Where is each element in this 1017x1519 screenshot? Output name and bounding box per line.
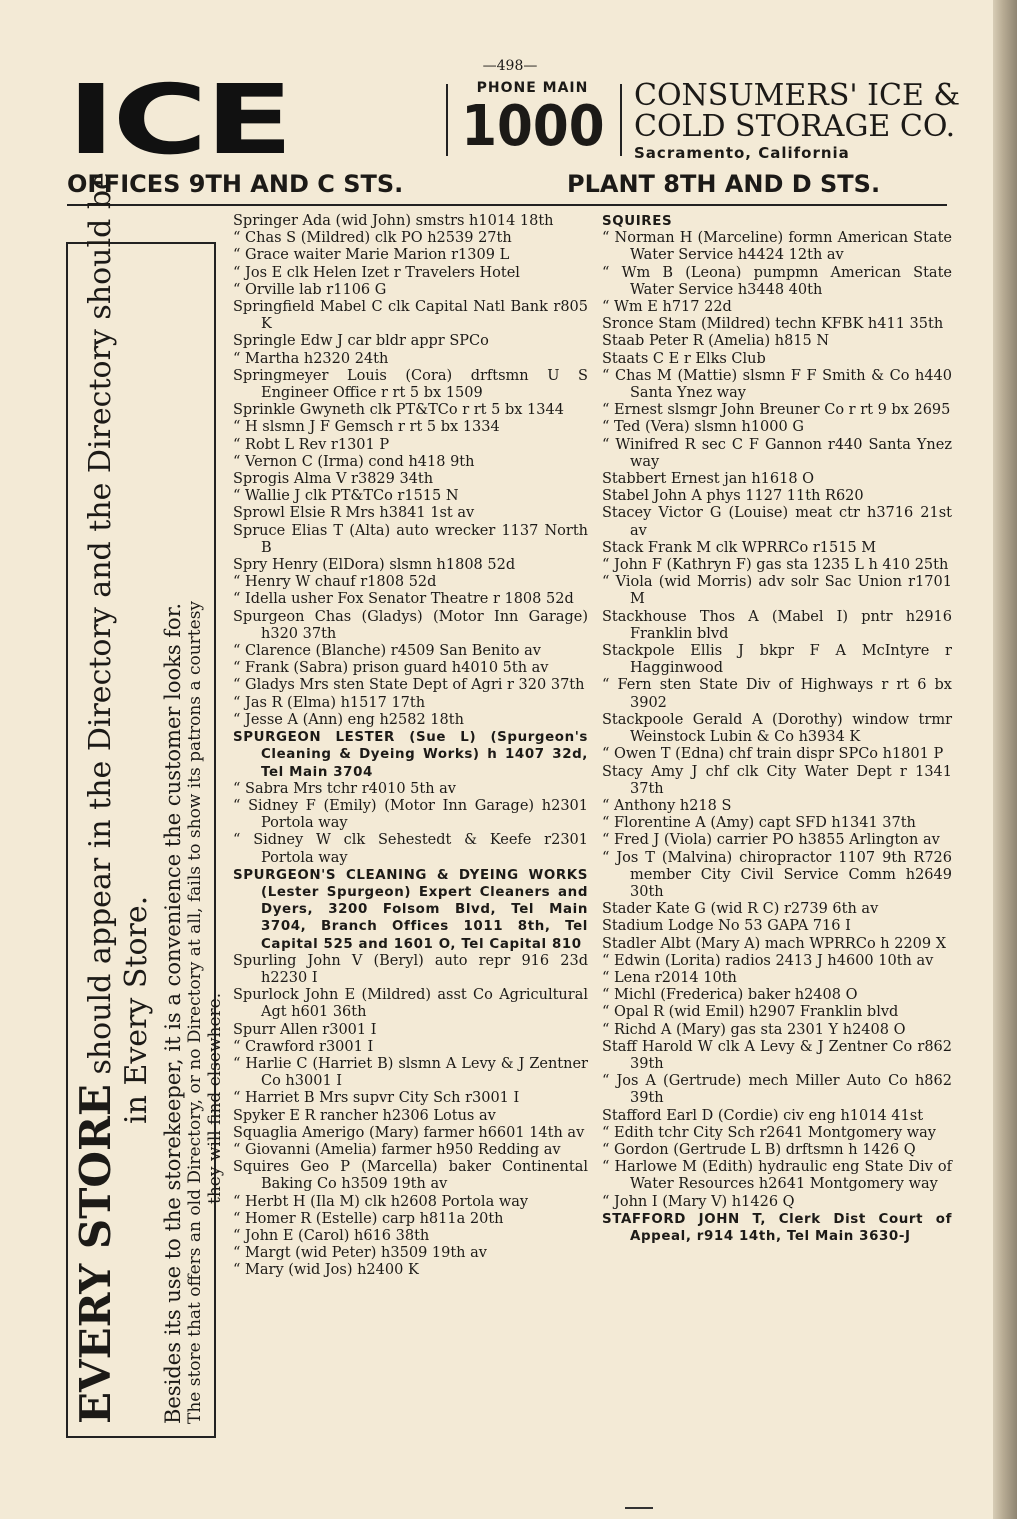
directory-entry: SPURGEON'S CLEANING & DYEING WORKS (Lester Spurgeon) Expert Cleaners and Dyers, 3200 Folsom Blvd, Tel Main 3704, Branch Offices 1011 8th, Tel Capital 525 and 1601 O, Tel Capital 810 <box>233 867 588 952</box>
directory-entry: Sprogis Alma V r3829 34th <box>233 471 434 488</box>
directory-entry: Stabel John A phys 1127 11th R620 <box>602 488 864 505</box>
directory-entry: Springfield Mabel C clk Capital Natl Bank r805 K <box>233 299 588 333</box>
directory-entry: “ Homer R (Estelle) carp h811a 20th <box>233 1210 504 1227</box>
ice-logo: ICE <box>67 64 291 176</box>
directory-entry: Stabbert Ernest jan h1618 O <box>602 471 815 488</box>
directory-entry: “ Jesse A (Ann) eng h2582 18th <box>233 711 464 728</box>
ad-body-line1: Besides its use to the storekeeper, it is a convenience the customer looks for. <box>161 602 185 1424</box>
directory-entry: “ Fred J (Viola) carrier PO h3855 Arlington av <box>602 832 940 849</box>
directory-entry: “ Gladys Mrs sten State Dept of Agri r 320 37th <box>233 677 585 694</box>
directory-entry: “ Mary (wid Jos) h2400 K <box>233 1262 419 1279</box>
directory-entry: “ Sidney W clk Sehestedt & Keefe r2301 Portola way <box>233 832 588 866</box>
directory-entry: “ Michl (Frederica) baker h2408 O <box>602 987 858 1004</box>
every-store-ad <box>66 172 225 1438</box>
directory-entry: Stackhouse Thos A (Mabel I) pntr h2916 Franklin blvd <box>602 608 952 642</box>
directory-entry: “ Chas M (Mattie) slsmn F F Smith & Co h440 Santa Ynez way <box>602 367 952 402</box>
directory-entry: “ Wallie J clk PT&TCo r1515 N <box>233 488 459 505</box>
directory-entry: “ Wm E h717 22d <box>602 299 732 316</box>
directory-entry: “ Herbt H (Ila M) clk h2608 Portola way <box>233 1193 529 1210</box>
directory-entry: “ Harlie C (Harriet B) slsmn A Levy & J Zentner Co h3001 I <box>233 1055 588 1090</box>
directory-entry: “ Orville lab r1106 G <box>233 281 387 298</box>
directory-entry: “ Jos A (Gertrude) mech Miller Auto Co h862 39th <box>602 1073 952 1107</box>
directory-entry: Staats C E r Elks Club <box>602 350 766 367</box>
directory-entry: Staab Peter R (Amelia) h815 N <box>602 333 830 350</box>
directory-entry: “ Vernon C (Irma) cond h418 9th <box>233 453 475 470</box>
company-city: Sacramento, California <box>634 144 850 162</box>
directory-entry: “ Henry W chauf r1808 52d <box>233 574 437 591</box>
directory-entry: “ Opal R (wid Emil) h2907 Franklin blvd <box>602 1004 899 1021</box>
page-edge <box>993 0 1017 1519</box>
directory-entry: “ Edith tchr City Sch r2641 Montgomery way <box>602 1124 936 1141</box>
company-name-line1: CONSUMERS' ICE & <box>634 78 961 113</box>
directory-entry: “ Chas S (Mildred) clk PO h2539 27th <box>233 230 512 247</box>
surname-heading: SQUIRES <box>602 214 673 229</box>
directory-entry: “ Grace waiter Marie Marion r1309 L <box>233 247 510 264</box>
directory-entry: “ John E (Carol) h616 38th <box>233 1227 430 1244</box>
directory-entry: Stacey Victor G (Louise) meat ctr h3716 21st av <box>602 505 952 539</box>
phone-number: 1000 <box>461 94 605 159</box>
directory-entry: Spurgeon Chas (Gladys) (Motor Inn Garage) h320 37th <box>233 608 588 642</box>
directory-entry: Springle Edw J car bldr appr SPCo <box>233 333 489 350</box>
directory-entry: Sprowl Elsie R Mrs h3841 1st av <box>233 505 475 522</box>
directory-entry: Stafford Earl D (Cordie) civ eng h1014 41st <box>602 1107 924 1124</box>
ad-body-line2: The store that offers an old Directory, or no Directory at all, fails to show its patrons a courtesy <box>185 600 205 1424</box>
offices-address: OFFICES 9TH AND C STS. <box>67 170 404 198</box>
directory-entry: Stackpole Ellis J bkpr F A McIntyre r Hagginwood <box>602 643 952 677</box>
directory-entry: “ Fern sten State Div of Highways r rt 6 bx 3902 <box>602 677 952 711</box>
directory-entry: “ Harriet B Mrs supvr City Sch r3001 I <box>233 1090 520 1107</box>
directory-entry: “ Lena r2014 10th <box>602 969 737 986</box>
directory-entry: Spurlock John E (Mildred) asst Co Agricultural Agt h601 36th <box>233 987 588 1021</box>
directory-entry: Stackpoole Gerald A (Dorothy) window trmr Weinstock Lubin & Co h3934 K <box>602 711 952 746</box>
ad-body-line3: they will find elsewhere. <box>205 992 225 1204</box>
ad-headline <box>71 172 120 1424</box>
phone-label: PHONE MAIN <box>476 80 589 96</box>
directory-entry: “ Crawford r3001 I <box>233 1038 374 1055</box>
directory-entry: “ Florentine A (Amy) capt SFD h1341 37th <box>602 815 916 832</box>
directory-entry: “ Sidney F (Emily) (Motor Inn Garage) h2301 Portola way <box>233 797 588 832</box>
directory-entry: “ Sabra Mrs tchr r4010 5th av <box>233 780 457 797</box>
directory-entry: “ John F (Kathryn F) gas sta 1235 L h 410 25th <box>602 557 949 574</box>
directory-column-left <box>233 213 588 1280</box>
directory-entry: “ Martha h2320 24th <box>233 350 389 367</box>
directory-entry: “ Harlowe M (Edith) hydraulic eng State Div of Water Resources h2641 Montgomery way <box>602 1159 952 1193</box>
directory-entry: Spurr Allen r3001 I <box>233 1021 377 1038</box>
directory-entry: STAFFORD JOHN T, Clerk Dist Court of Appeal, r914 14th, Tel Main 3630-J <box>602 1211 952 1244</box>
ad-headline-cont: in Every Store. <box>119 895 154 1124</box>
directory-entry: “ Gordon (Gertrude L B) drftsmn h 1426 Q <box>602 1141 916 1158</box>
directory-entry: Springer Ada (wid John) smstrs h1014 18th <box>233 213 554 229</box>
ad-headline-rest: should appear in the Directory and the Directory should be <box>83 172 118 1085</box>
directory-entry: “ Anthony h218 S <box>602 797 732 814</box>
directory-entry: Spurling John V (Beryl) auto repr 916 23d h2230 I <box>233 952 588 986</box>
directory-entry: Stacy Amy J chf clk City Water Dept r 1341 37th <box>602 763 952 797</box>
directory-entry: Spry Henry (ElDora) slsmn h1808 52d <box>233 557 516 574</box>
directory-entry: “ Idella usher Fox Senator Theatre r 1808 52d <box>233 591 574 608</box>
directory-entry: Stader Kate G (wid R C) r2739 6th av <box>602 901 879 918</box>
directory-entry: Stadler Albt (Mary A) mach WPRRCo h 2209 X <box>602 935 947 952</box>
directory-entry: “ Winifred R sec C F Gannon r440 Santa Ynez way <box>602 436 952 470</box>
directory-entry: “ Edwin (Lorita) radios 2413 J h4600 10th av <box>602 952 934 969</box>
directory-entry: “ Wm B (Leona) pumpmn American State Water Service h3448 40th <box>602 264 952 298</box>
directory-entry: “ Frank (Sabra) prison guard h4010 5th av <box>233 660 549 677</box>
directory-entry: Staff Harold W clk A Levy & J Zentner Co r862 39th <box>602 1038 952 1072</box>
page-number: —498— <box>482 58 538 74</box>
directory-entry: Squaglia Amerigo (Mary) farmer h6601 14th av <box>233 1124 585 1141</box>
header-divider-right <box>620 84 622 156</box>
directory-entry: Squires Geo P (Marcella) baker Continental Baking Co h3509 19th av <box>233 1159 588 1193</box>
directory-entry: “ H slsmn J F Gemsch r rt 5 bx 1334 <box>233 419 500 436</box>
directory-entry: “ Norman H (Marceline) formn American State Water Service h4424 12th av <box>602 230 952 264</box>
directory-entry: “ Jos T (Malvina) chiropractor 1107 9th R726 member City Civil Service Comm h2649 30th <box>602 849 952 900</box>
directory-entry: Sronce Stam (Mildred) techn KFBK h411 35th <box>602 316 944 333</box>
directory-entry: Stack Frank M clk WPRRCo r1515 M <box>602 539 877 556</box>
directory-entry: Sprinkle Gwyneth clk PT&TCo r rt 5 bx 1344 <box>233 402 564 419</box>
company-name-line2: COLD STORAGE CO. <box>634 109 956 144</box>
directory-entry: “ Clarence (Blanche) r4509 San Benito av <box>233 643 541 660</box>
directory-entry: “ Jas R (Elma) h1517 17th <box>233 694 426 711</box>
directory-entry: SPURGEON LESTER (Sue L) (Spurgeon's Cleaning & Dyeing Works) h 1407 32d, Tel Main 3704 <box>233 730 588 780</box>
directory-entry: “ Viola (wid Morris) adv solr Sac Union r1701 M <box>602 574 952 608</box>
header-divider-left <box>446 84 448 156</box>
directory-entry: “ Owen T (Edna) chf train dispr SPCo h1801 P <box>602 746 944 763</box>
ad-lead: EVERY STORE <box>71 1084 120 1424</box>
directory-entry: Springmeyer Louis (Cora) drftsmn U S Engineer Office r rt 5 bx 1509 <box>233 367 588 402</box>
directory-entry: “ Margt (wid Peter) h3509 19th av <box>233 1245 487 1262</box>
directory-entry: “ Jos E clk Helen Izet r Travelers Hotel <box>233 264 520 281</box>
directory-entry: “ John I (Mary V) h1426 Q <box>602 1193 795 1210</box>
plant-address: PLANT 8TH AND D STS. <box>567 170 881 198</box>
directory-column-right <box>602 213 952 1245</box>
directory-entry: “ Ted (Vera) slsmn h1000 G <box>602 419 804 436</box>
directory-entry: “ Robt L Rev r1301 P <box>233 436 390 453</box>
directory-entry: Spruce Elias T (Alta) auto wrecker 1137 North B <box>233 522 588 556</box>
directory-entry: “ Giovanni (Amelia) farmer h950 Redding av <box>233 1141 561 1158</box>
directory-entry: “ Richd A (Mary) gas sta 2301 Y h2408 O <box>602 1021 906 1038</box>
header-rule <box>67 204 947 206</box>
directory-entry: Spyker E R rancher h2306 Lotus av <box>233 1107 496 1124</box>
directory-entry: “ Ernest slsmgr John Breuner Co r rt 9 bx 2695 <box>602 402 951 419</box>
page-mark <box>625 1507 653 1509</box>
directory-entry: Stadium Lodge No 53 GAPA 716 I <box>602 918 851 935</box>
